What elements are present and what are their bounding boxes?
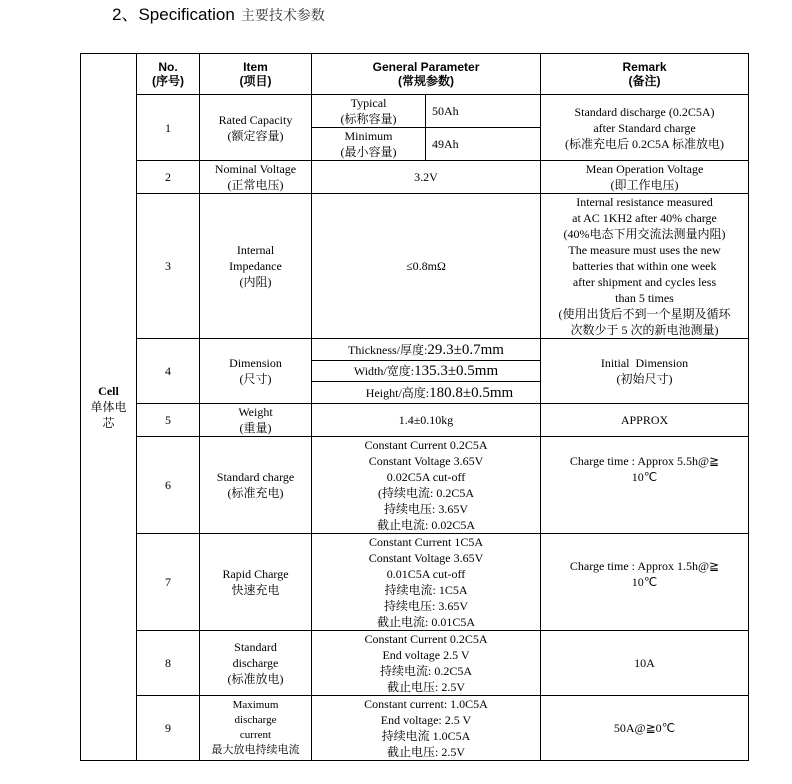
row-item: Internal Impedance (内阻)	[200, 194, 312, 339]
table-row	[81, 194, 749, 339]
row-item: Maximum discharge current 最大放电持续电流	[200, 696, 312, 761]
row-parameter: Constant Current 0.2C5A End voltage 2.5 V 持续电流: 0.2C5A 截止电压: 2.5V	[312, 631, 541, 696]
height-spec: Height/高度:180.8±0.5mm	[312, 382, 541, 404]
table-row	[81, 404, 749, 437]
row-number: 9	[137, 696, 200, 761]
section-title: 2、Specification	[112, 5, 235, 24]
row-item: Standard discharge (标准放电)	[200, 631, 312, 696]
header-remark: Remark (备注)	[541, 54, 749, 95]
row-parameter: 3.2V	[312, 161, 541, 194]
row-number: 1	[137, 95, 200, 161]
minimum-capacity-value: 49Ah	[426, 128, 541, 161]
section-heading	[112, 4, 325, 26]
row-remark: Standard discharge (0.2C5A) after Standard charge (标准充电后 0.2C5A 标准放电)	[541, 95, 749, 161]
row-parameter: ≤0.8mΩ	[312, 194, 541, 339]
typical-capacity-value: 50Ah	[426, 95, 541, 128]
row-number: 5	[137, 404, 200, 437]
row-remark: 10A	[541, 631, 749, 696]
group-label-zh-2: 芯	[102, 416, 115, 430]
row-parameter: Constant Current 1C5A Constant Voltage 3.65V 0.01C5A cut-off 持续电流: 1C5A 持续电压: 3.65V 截止电流: 0.01C5A	[312, 534, 541, 631]
row-remark: Internal resistance measured at AC 1KH2 after 40% charge (40%电态下用交流法测量内阻) The measure must uses the new batteries that within one week after shipment and cycles less than 5 times (使用出货后不到一个星期及循环 次数少于 5 次的新电池测量)	[541, 194, 749, 339]
row-number: 7	[137, 534, 200, 631]
width-spec: Width/宽度:135.3±0.5mm	[312, 361, 541, 382]
row-number: 6	[137, 437, 200, 534]
row-item: Weight (重量)	[200, 404, 312, 437]
row-parameter: Constant Current 0.2C5A Constant Voltage 3.65V 0.02C5A cut-off (持续电流: 0.2C5A 持续电压: 3.65V 截止电流: 0.02C5A	[312, 437, 541, 534]
thickness-spec: Thickness/厚度:29.3±0.7mm	[312, 339, 541, 361]
row-number: 3	[137, 194, 200, 339]
group-label-zh-1: 单体电	[90, 400, 127, 414]
table-row	[81, 534, 749, 631]
row-remark: Charge time : Approx 5.5h@≧ 10℃	[541, 437, 749, 534]
row-item: Nominal Voltage (正常电压)	[200, 161, 312, 194]
row-parameter: Constant current: 1.0C5A End voltage: 2.5 V 持续电流 1.0C5A 截止电压: 2.5V	[312, 696, 541, 761]
table-header-row	[81, 54, 749, 95]
row-remark: 50A@≧0℃	[541, 696, 749, 761]
row-item: Rated Capacity (额定容量)	[200, 95, 312, 161]
row-item: Standard charge (标准充电)	[200, 437, 312, 534]
group-label-en: Cell	[98, 384, 119, 398]
row-item: Dimension (尺寸)	[200, 339, 312, 404]
row-number: 4	[137, 339, 200, 404]
row-remark: Charge time : Approx 1.5h@≧ 10℃	[541, 534, 749, 631]
row-item: Rapid Charge 快速充电	[200, 534, 312, 631]
row-remark: APPROX	[541, 404, 749, 437]
table-row	[81, 696, 749, 761]
table-row	[81, 631, 749, 696]
row-number: 8	[137, 631, 200, 696]
specification-table	[80, 53, 749, 761]
row-number: 2	[137, 161, 200, 194]
row-remark: Initial Dimension (初始尺寸)	[541, 339, 749, 404]
minimum-capacity-label: Minimum (最小容量)	[312, 128, 426, 161]
typical-capacity-label: Typical (标称容量)	[312, 95, 426, 128]
header-item: Item (项目)	[200, 54, 312, 95]
group-cell	[81, 54, 137, 761]
row-parameter: 1.4±0.10kg	[312, 404, 541, 437]
row-remark: Mean Operation Voltage (即工作电压)	[541, 161, 749, 194]
table-row	[81, 339, 749, 361]
table-row	[81, 161, 749, 194]
header-general-parameter: General Parameter (常规参数)	[312, 54, 541, 95]
table-row	[81, 437, 749, 534]
section-subtitle: 主要技术参数	[240, 8, 325, 24]
table-row	[81, 95, 749, 128]
header-no: No. (序号)	[137, 54, 200, 95]
